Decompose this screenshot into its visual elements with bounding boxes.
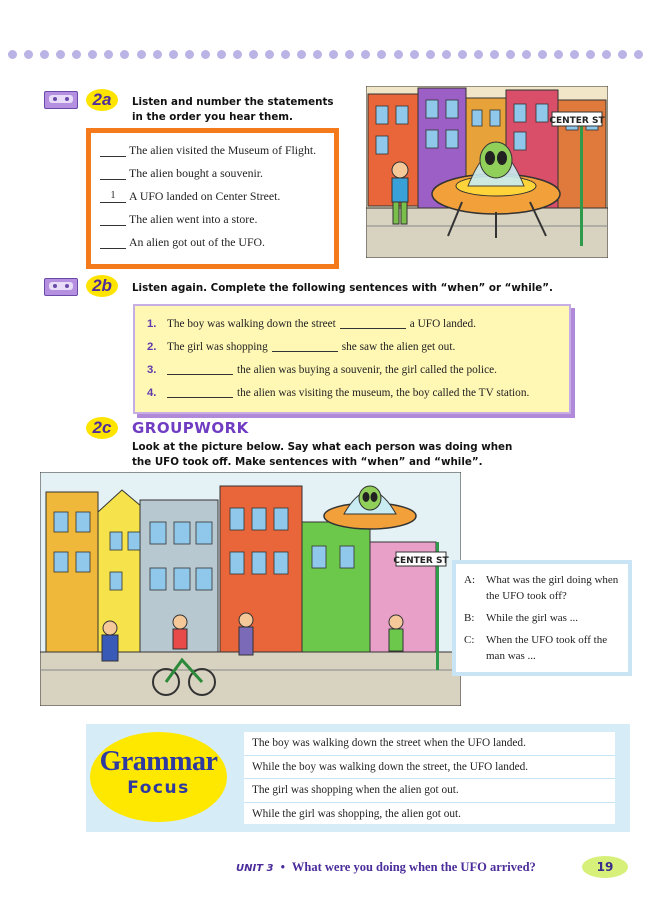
statement-list	[86, 128, 339, 269]
sentence-box	[133, 304, 571, 414]
answer-blank[interactable]	[100, 144, 126, 157]
list-item: The alien visited the Museum of Flight.	[91, 139, 334, 162]
dot	[153, 50, 162, 59]
ufo-takeoff-illustration	[40, 472, 461, 706]
dot	[634, 50, 643, 59]
instruction-2c: Look at the picture below. Say what each person was doing when the UFO took off. Make sentences with “when” and “while”.	[132, 441, 513, 468]
dot	[377, 50, 386, 59]
focus-title: Focus	[127, 778, 190, 798]
unit-title: What were you doing when the UFO arrived?	[291, 860, 536, 874]
exercise-badge-2c: 2c	[86, 417, 118, 439]
dot	[490, 50, 499, 59]
grammar-title: Grammar	[99, 746, 218, 777]
dot	[458, 50, 467, 59]
grammar-table	[244, 732, 615, 824]
dot	[56, 50, 65, 59]
answer-blank[interactable]: 1	[100, 190, 126, 203]
unit-label: UNIT 3	[236, 863, 274, 874]
list-item: The alien bought a souvenir.	[91, 162, 334, 185]
dot	[217, 50, 226, 59]
list-item: 4. the alien was visiting the museum, the boy called the TV station.	[147, 386, 530, 399]
dot	[506, 50, 515, 59]
dot	[602, 50, 611, 59]
dot	[410, 50, 419, 59]
dot	[345, 50, 354, 59]
instruction-2b: Listen again. Complete the following sentences with “when” or “while”.	[132, 282, 553, 294]
dot	[554, 50, 563, 59]
dot	[137, 50, 146, 59]
ufo-landing-illustration	[366, 86, 608, 258]
footer-bullet: •	[280, 860, 285, 874]
groupwork-title: GROUPWORK	[132, 419, 249, 437]
instruction-2a: Listen and number the statements in the order you hear them.	[132, 96, 334, 123]
page-footer	[236, 860, 536, 875]
dot	[104, 50, 113, 59]
dot	[313, 50, 322, 59]
answer-blank[interactable]	[167, 364, 233, 375]
dot	[361, 50, 370, 59]
page-number: 19	[582, 856, 628, 878]
dot	[297, 50, 306, 59]
list-item: 3. the alien was buying a souvenir, the girl called the police.	[147, 363, 497, 376]
dot	[394, 50, 403, 59]
dialog-line: C: When the UFO took off the man was ...	[464, 634, 608, 662]
dot	[72, 50, 81, 59]
dot	[442, 50, 451, 59]
list-item: The alien went into a store.	[91, 208, 334, 231]
dialog-box	[452, 560, 632, 676]
dot	[281, 50, 290, 59]
answer-blank[interactable]	[100, 236, 126, 249]
list-item: An alien got out of the UFO.	[91, 231, 334, 254]
dot	[8, 50, 17, 59]
answer-blank[interactable]	[167, 387, 233, 398]
table-row: While the boy was walking down the street, the UFO landed.	[244, 756, 615, 780]
answer-blank[interactable]	[100, 167, 126, 180]
dot	[329, 50, 338, 59]
dot	[169, 50, 178, 59]
table-row: The girl was shopping when the alien got out.	[244, 779, 615, 803]
dialog-line: B: While the girl was ...	[464, 612, 578, 624]
dot	[120, 50, 129, 59]
cassette-icon	[44, 278, 78, 296]
answer-blank[interactable]	[100, 213, 126, 226]
cassette-icon	[44, 91, 78, 109]
table-row: The boy was walking down the street when the UFO landed.	[244, 732, 615, 756]
dot	[522, 50, 531, 59]
dot	[185, 50, 194, 59]
street-sign-text: CENTER ST	[393, 556, 449, 566]
dot	[474, 50, 483, 59]
street-sign-text: CENTER ST	[549, 116, 605, 126]
list-item: 1. The boy was walking down the street a UFO landed.	[147, 317, 476, 330]
dot	[618, 50, 627, 59]
dot	[201, 50, 210, 59]
list-item: 1 A UFO landed on Center Street.	[91, 185, 334, 208]
dot	[24, 50, 33, 59]
dot	[538, 50, 547, 59]
dot	[40, 50, 49, 59]
dot	[586, 50, 595, 59]
answer-blank[interactable]	[340, 318, 406, 329]
answer-blank[interactable]	[272, 341, 338, 352]
dot	[88, 50, 97, 59]
dot	[570, 50, 579, 59]
dot	[249, 50, 258, 59]
dialog-line: A: What was the girl doing when the UFO took off?	[464, 574, 619, 602]
dot	[265, 50, 274, 59]
list-item: 2. The girl was shopping she saw the alien get out.	[147, 340, 456, 353]
exercise-badge-2b: 2b	[86, 275, 118, 297]
table-row: While the girl was shopping, the alien got out.	[252, 807, 461, 820]
dot	[233, 50, 242, 59]
dot	[426, 50, 435, 59]
exercise-badge-2a: 2a	[86, 89, 118, 111]
top-dot-border	[8, 47, 644, 61]
